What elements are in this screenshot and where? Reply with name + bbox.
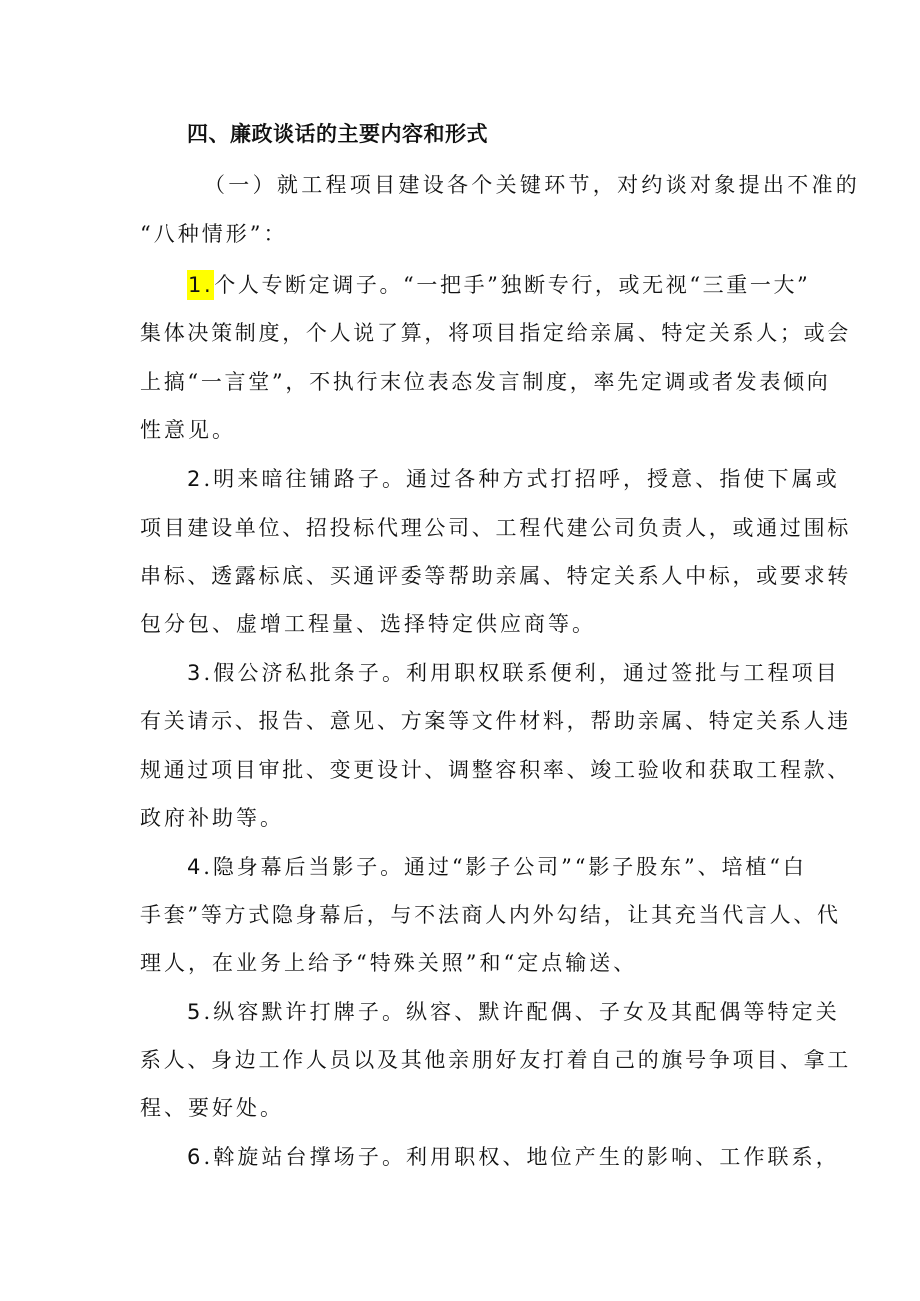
- intro-line-2: “八种情形”：: [140, 222, 288, 246]
- item-2-line-4: 包分包、虚增工程量、选择特定供应商等。: [140, 612, 596, 636]
- item-3-line-2: 有关请示、报告、意见、方案等文件材料，帮助亲属、特定关系人违: [140, 709, 851, 733]
- item-2-line-2: 项目建设单位、招投标代理公司、工程代建公司负责人，或通过围标: [140, 516, 851, 540]
- item-1-line-1: [187, 270, 810, 300]
- item-2-number: 2: [187, 467, 204, 491]
- item-5-line-3: 程、要好处。: [140, 1096, 284, 1120]
- item-3-line-1: [187, 658, 840, 688]
- item-1-line-3: 上搞“一言堂”，不执行末位表态发言制度，率先定调或者发表倾向: [140, 370, 831, 394]
- item-3-line-3: 规通过项目审批、变更设计、调整容积率、竣工验收和获取工程款、: [140, 758, 851, 782]
- item-3-number: 3: [187, 661, 204, 685]
- item-5-number: 5: [187, 1000, 204, 1024]
- item-5-text-1: .纵容默许打牌子。纵容、默许配偶、子女及其配偶等特定关: [203, 1000, 840, 1024]
- item-6-text-1: .斡旋站台撑场子。利用职权、地位产生的影响、工作联系，: [203, 1145, 840, 1169]
- item-4-line-1: [187, 852, 807, 882]
- item-6-line-1: [187, 1142, 840, 1172]
- item-6-number: 6: [187, 1145, 204, 1169]
- item-2-line-3: 串标、透露标底、买通评委等帮助亲属、特定关系人中标，或要求转: [140, 564, 851, 588]
- item-1-text-1: 个人专断定调子。“一把手”独断专行，或无视“三重一大”: [214, 273, 811, 297]
- item-4-line-3: 理人，在业务上给予“特殊关照”和“定点输送、: [140, 951, 638, 975]
- item-5-line-2: 系人、身边工作人员以及其他亲朋好友打着自己的旗号争项目、拿工: [140, 1048, 851, 1072]
- item-2-text-1: .明来暗往铺路子。通过各种方式打招呼，授意、指使下属或: [203, 467, 840, 491]
- item-2-line-1: [187, 464, 840, 494]
- item-5-line-1: [187, 997, 840, 1027]
- item-4-number: 4: [187, 855, 204, 879]
- item-1-line-4: 性意见。: [140, 418, 236, 442]
- item-1-number: 1.: [187, 270, 214, 300]
- item-4-line-2: 手套”等方式隐身幕后，与不法商人内外勾结，让其充当代言人、代: [140, 903, 841, 927]
- item-3-text-1: .假公济私批条子。利用职权联系便利，通过签批与工程项目: [203, 661, 840, 685]
- item-3-line-4: 政府补助等。: [140, 806, 284, 830]
- item-4-text-1: .隐身幕后当影子。通过“影子公司”“影子股东”、培植“白: [203, 855, 807, 879]
- intro-line-1: （一）就工程项目建设各个关键环节，对约谈对象提出不准的: [204, 173, 861, 197]
- section-heading: 四、廉政谈话的主要内容和形式: [187, 122, 488, 146]
- item-1-line-2: 集体决策制度，个人说了算，将项目指定给亲属、特定关系人；或会: [140, 321, 851, 345]
